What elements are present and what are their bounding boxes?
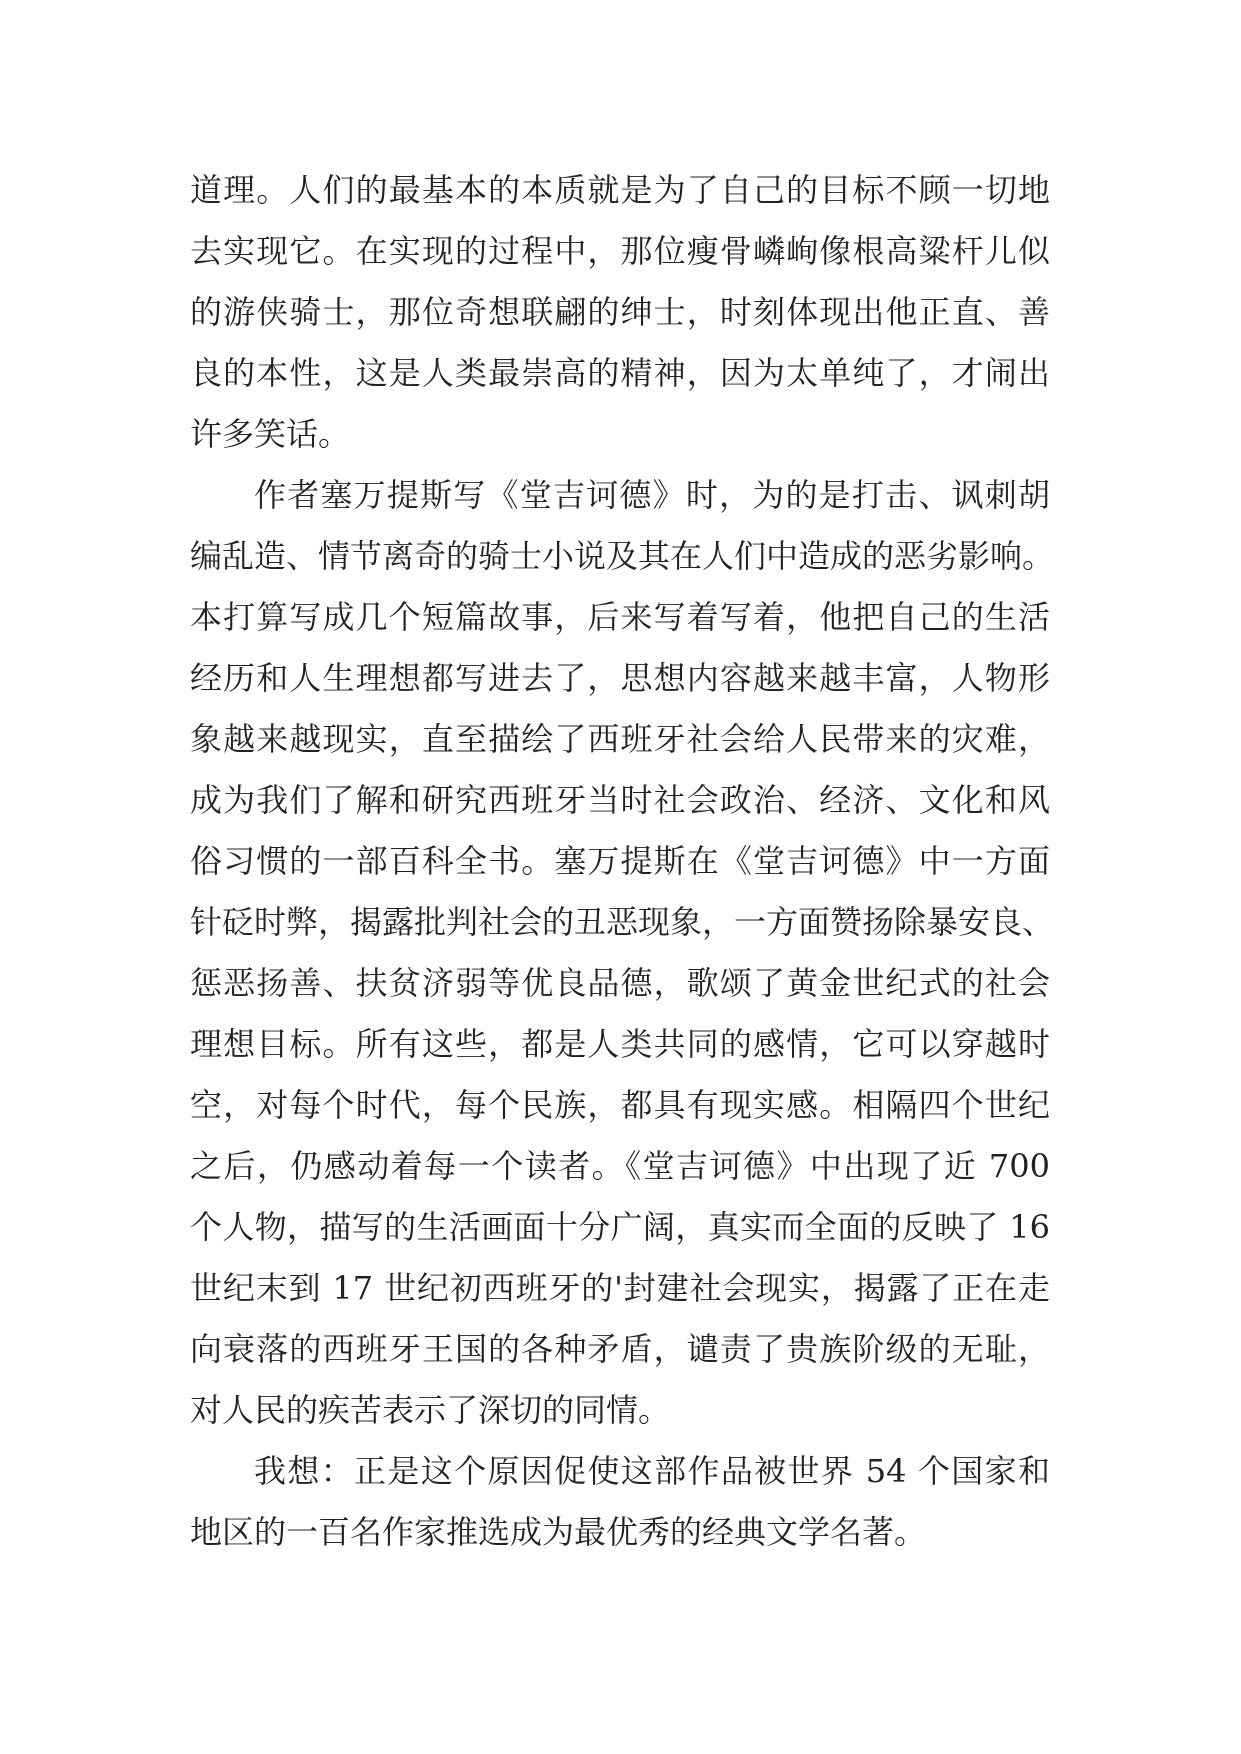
text-line: 经历和人生理想都写进去了，思想内容越来越丰富，人物形 xyxy=(190,659,1050,697)
text-line: 惩恶扬善、扶贫济弱等优良品德，歌颂了黄金世纪式的社会 xyxy=(190,964,1050,1002)
text-line: 理想目标。所有这些，都是人类共同的感情，它可以穿越时 xyxy=(190,1025,1050,1063)
text-line: 许多笑话。 xyxy=(190,415,351,453)
text-line: 道理。人们的最基本的本质就是为了自己的目标不顾一切地 xyxy=(190,171,1050,209)
text-line: 空，对每个时代，每个民族，都具有现实感。相隔四个世纪 xyxy=(190,1086,1050,1124)
text-line: 向衰落的西班牙王国的各种矛盾，谴责了贵族阶级的无耻， xyxy=(190,1330,1050,1368)
text-line: 去实现它。在实现的过程中，那位瘦骨嶙峋像根高粱杆儿似 xyxy=(190,232,1050,270)
text-line: 编乱造、情节离奇的骑士小说及其在人们中造成的恶劣影响。 xyxy=(190,537,1055,575)
text-line: 象越来越现实，直至描绘了西班牙社会给人民带来的灾难， xyxy=(190,720,1050,758)
text-line: 个人物，描写的生活画面十分广阔，真实而全面的反映了 16 xyxy=(190,1208,1050,1246)
text-line: 的游侠骑士，那位奇想联翩的绅士，时刻体现出他正直、善 xyxy=(190,293,1050,331)
document-body xyxy=(190,160,1055,1563)
paragraph-2 xyxy=(190,465,1055,1441)
text-line: 之后，仍感动着每一个读者。《堂吉诃德》中出现了近 700 xyxy=(190,1147,1050,1185)
text-line: 针砭时弊，揭露批判社会的丑恶现象，一方面赞扬除暴安良、 xyxy=(190,903,1055,941)
text-line: 地区的一百名作家推选成为最优秀的经典文学名著。 xyxy=(190,1513,927,1551)
text-line: 成为我们了解和研究西班牙当时社会政治、经济、文化和风 xyxy=(190,781,1050,819)
text-line: 作者塞万提斯写《堂吉诃德》时，为的是打击、讽刺胡 xyxy=(254,476,1050,514)
text-line: 世纪末到 17 世纪初西班牙的'封建社会现实，揭露了正在走 xyxy=(190,1269,1050,1307)
text-line: 对人民的疾苦表示了深切的同情。 xyxy=(190,1391,671,1429)
text-line: 俗习惯的一部百科全书。塞万提斯在《堂吉诃德》中一方面 xyxy=(190,842,1050,880)
text-line: 良的本性，这是人类最崇高的精神，因为太单纯了，才闹出 xyxy=(190,354,1050,392)
text-line: 我想：正是这个原因促使这部作品被世界 54 个国家和 xyxy=(254,1452,1050,1490)
text-line: 本打算写成几个短篇故事，后来写着写着，他把自己的生活 xyxy=(190,598,1050,636)
paragraph-1 xyxy=(190,160,1050,465)
paragraph-3 xyxy=(190,1441,1050,1563)
